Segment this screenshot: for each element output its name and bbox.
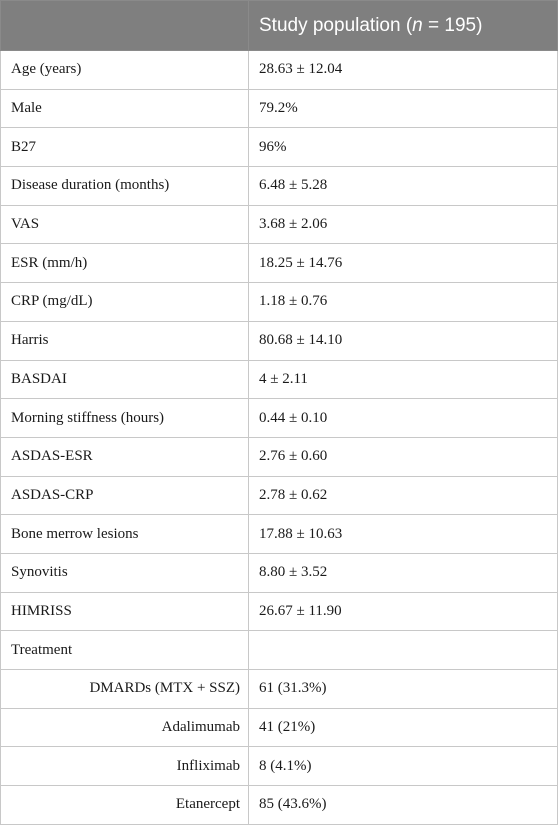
row-value: 85 (43.6%) — [249, 786, 558, 825]
table-row — [1, 670, 558, 709]
header-n: n — [412, 14, 423, 36]
row-label: ASDAS-CRP — [1, 476, 249, 515]
row-label: DMARDs (MTX + SSZ) — [1, 670, 249, 709]
table-header-row — [1, 1, 558, 51]
row-value: 6.48 ± 5.28 — [249, 167, 558, 206]
row-label: Treatment — [1, 631, 249, 670]
row-label: Infliximab — [1, 747, 249, 786]
row-label: BASDAI — [1, 360, 249, 399]
table-row — [1, 592, 558, 631]
row-label: B27 — [1, 128, 249, 167]
row-label: Harris — [1, 321, 249, 360]
table-row — [1, 476, 558, 515]
table-row — [1, 128, 558, 167]
row-label: Etanercept — [1, 786, 249, 825]
row-value: 4 ± 2.11 — [249, 360, 558, 399]
row-value: 0.44 ± 0.10 — [249, 399, 558, 438]
row-value: 1.18 ± 0.76 — [249, 283, 558, 322]
table-row — [1, 747, 558, 786]
table-row — [1, 89, 558, 128]
table-row — [1, 553, 558, 592]
header-suffix: = 195) — [422, 14, 483, 36]
table-row — [1, 708, 558, 747]
header-study-population — [249, 1, 558, 51]
table-row — [1, 360, 558, 399]
row-value: 61 (31.3%) — [249, 670, 558, 709]
row-label: Bone merrow lesions — [1, 515, 249, 554]
table-row — [1, 167, 558, 206]
row-value: 80.68 ± 14.10 — [249, 321, 558, 360]
table-row — [1, 631, 558, 670]
table-row — [1, 321, 558, 360]
row-label: CRP (mg/dL) — [1, 283, 249, 322]
row-value: 18.25 ± 14.76 — [249, 244, 558, 283]
row-value: 79.2% — [249, 89, 558, 128]
table-row — [1, 515, 558, 554]
row-label: Male — [1, 89, 249, 128]
table-row — [1, 283, 558, 322]
row-label: Age (years) — [1, 51, 249, 90]
row-value: 2.76 ± 0.60 — [249, 437, 558, 476]
row-value: 3.68 ± 2.06 — [249, 205, 558, 244]
table-row — [1, 399, 558, 438]
header-blank-cell — [1, 1, 249, 51]
table-row — [1, 786, 558, 825]
table-row — [1, 437, 558, 476]
row-value: 26.67 ± 11.90 — [249, 592, 558, 631]
table-row — [1, 244, 558, 283]
row-value: 41 (21%) — [249, 708, 558, 747]
row-value: 96% — [249, 128, 558, 167]
header-prefix: Study population ( — [259, 14, 413, 36]
row-value: 2.78 ± 0.62 — [249, 476, 558, 515]
table-row — [1, 51, 558, 90]
row-label: ASDAS-ESR — [1, 437, 249, 476]
row-value: 8 (4.1%) — [249, 747, 558, 786]
row-value: 8.80 ± 3.52 — [249, 553, 558, 592]
row-value: 17.88 ± 10.63 — [249, 515, 558, 554]
row-label: HIMRISS — [1, 592, 249, 631]
row-label: Adalimumab — [1, 708, 249, 747]
row-label: Disease duration (months) — [1, 167, 249, 206]
row-value: 28.63 ± 12.04 — [249, 51, 558, 90]
row-value — [249, 631, 558, 670]
row-label: VAS — [1, 205, 249, 244]
row-label: Synovitis — [1, 553, 249, 592]
table-row — [1, 205, 558, 244]
row-label: Morning stiffness (hours) — [1, 399, 249, 438]
row-label: ESR (mm/h) — [1, 244, 249, 283]
